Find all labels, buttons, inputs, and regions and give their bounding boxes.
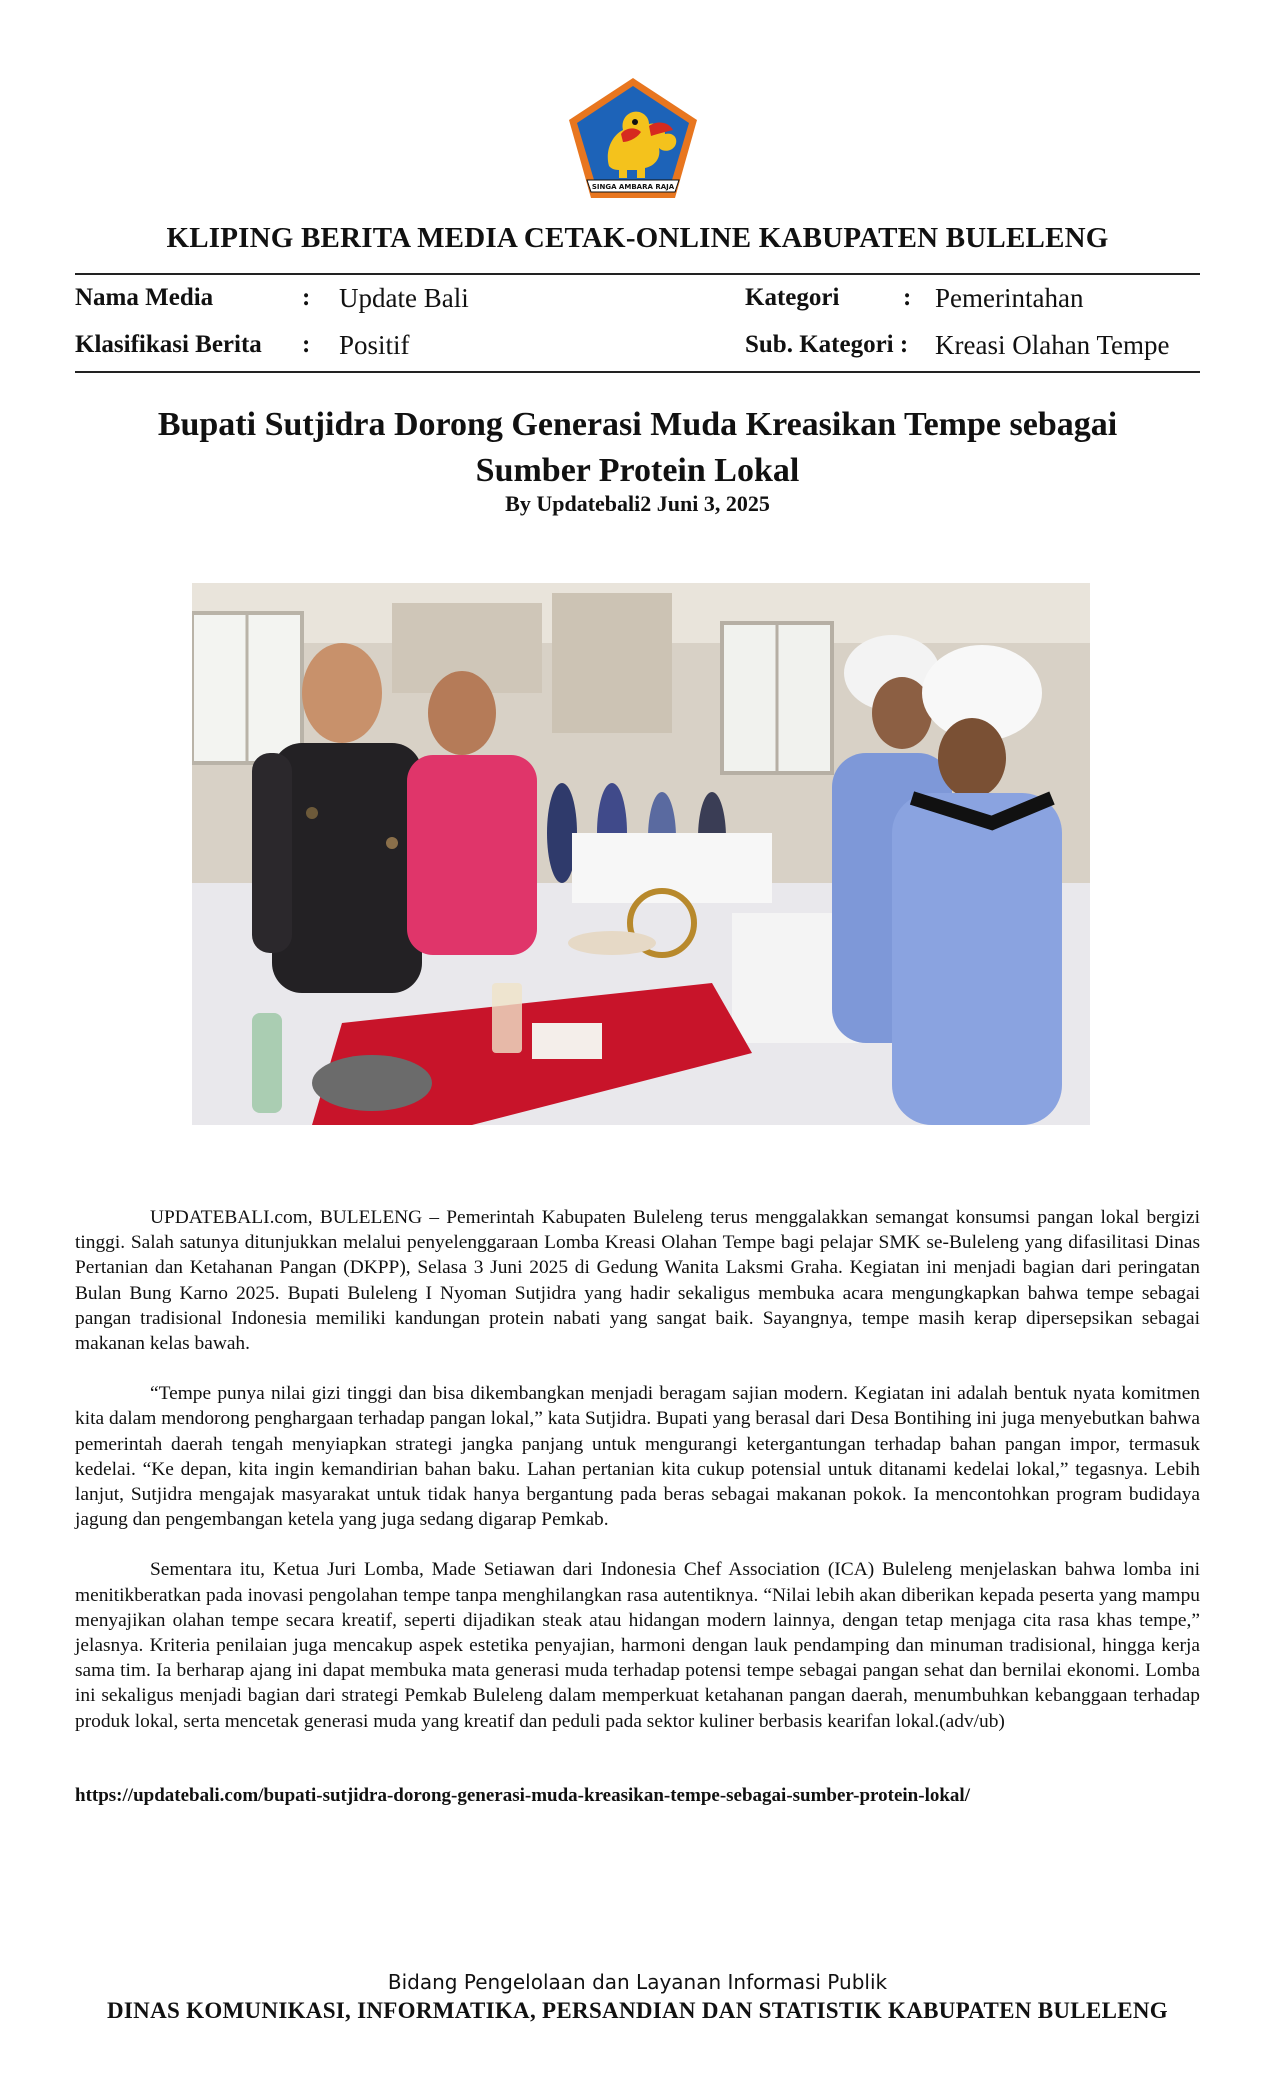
classification-label: Klasifikasi Berita (75, 331, 262, 358)
subcategory-row (745, 331, 1200, 367)
subcategory-label: Sub. Kategori : (745, 331, 909, 358)
footer-subtitle: Bidang Pengelolaan dan Layanan Informasi Publik (387, 1970, 888, 1994)
category-colon: : (903, 284, 912, 311)
article-body (75, 1205, 1200, 1759)
footer-title: DINAS KOMUNIKASI, INFORMATIKA, PERSANDIAN DAN STATISTIK KABUPATEN BULELENG (107, 1998, 1168, 2023)
headline-line-1: Bupati Sutjidra Dorong Generasi Muda Kreasikan Tempe sebagai (157, 406, 1118, 443)
header-rule-top (75, 273, 1200, 275)
subcategory-value: Kreasi Olahan Tempe (935, 330, 1170, 360)
article-byline: By Updatebali2 Juni 3, 2025 (505, 491, 770, 516)
classification-colon: : (302, 331, 311, 358)
logo-caption: SINGA AMBARA RAJA (591, 183, 675, 191)
article-paragraph-2: “Tempe punya nilai gizi tinggi dan bisa dikembangkan menjadi beragam sajian modern. Kegiatan ini adalah bentuk nyata komitmen kita dalam mendorong penghargaan terhadap pangan lokal,” kata Sutjidra. Bupati yang berasal dari Desa Bontihing ini juga menyebutkan bahwa pemerintah daerah tengah menyiapkan strategi jangka panjang untuk mengurangi ketergantungan terhadap bahan pangan impor, termasuk kedelai. “Ke depan, kita ingin kemandirian bahan baku. Lahan pertanian kita cukup potensial untuk ditanami kedelai lokal,” tegasnya. Lebih lanjut, Sutjidra mengajak masyarakat untuk tidak hanya bergantung pada beras sebagai makanan pokok. Ia mencontohkan program budidaya jagung dan pengembangan ketela yang juga sedang digarap Pemkab. (75, 1383, 1200, 1531)
article-headline (75, 402, 1200, 494)
classification-value: Positif (339, 330, 410, 360)
headline-line-2: Sumber Protein Lokal (475, 452, 800, 489)
category-row (745, 284, 1200, 320)
article-paragraph-3: Sementara itu, Ketua Juri Lomba, Made Setiawan dari Indonesia Chef Association (ICA) Buleleng menjelaskan bahwa lomba ini menitikberatkan pada inovasi pengolahan tempe tanpa menghilangkan rasa autentiknya. “Nilai lebih akan diberikan kepada peserta yang mampu menyajikan olahan tempe secara kreatif, seperti dijadikan steak atau hidangan modern lainnya, dengan tetap menjaga cita rasa khas tempe,” jelasnya. Kriteria penilaian juga mencakup aspek estetika penyajian, harmoni dengan lauk pendamping dan minuman tradisional, hingga kerja sama tim. Ia berharap ajang ini dapat membuka mata generasi muda terhadap potensi tempe sebagai pangan sehat dan bernilai ekonomi. Lomba ini sekaligus menjadi bagian dari strategi Pemkab Buleleng dalam memperkuat ketahanan pangan daerah, menumbuhkan kebanggaan terhadap produk lokal, serta mencetak generasi muda yang kreatif dan peduli pada sektor kuliner berbasis kearifan lokal.(adv/ub) (75, 1559, 1200, 1732)
media-label: Nama Media (75, 284, 214, 311)
category-value: Pemerintahan (935, 283, 1084, 313)
media-row (75, 284, 635, 320)
article-photo (192, 583, 1090, 1125)
clipping-title: KLIPING BERITA MEDIA CETAK-ONLINE KABUPATEN BULELENG (166, 222, 1109, 254)
source-url-link[interactable]: https://updatebali.com/bupati-sutjidra-dorong-generasi-muda-kreasikan-tempe-sebagai-sumber-protein-lokal/ (75, 1785, 970, 1806)
media-colon: : (302, 284, 311, 311)
buleleng-crest-logo (565, 74, 701, 204)
category-label: Kategori (745, 284, 840, 311)
media-value: Update Bali (339, 283, 469, 313)
classification-row (75, 331, 635, 367)
article-paragraph-1: UPDATEBALI.com, BULELENG – Pemerintah Kabupaten Buleleng terus menggalakkan semangat konsumsi pangan lokal bergizi tinggi. Salah satunya ditunjukkan melalui penyelenggaraan Lomba Kreasi Olahan Tempe bagi pelajar SMK se-Buleleng yang difasilitasi Dinas Pertanian dan Ketahanan Pangan (DKPP), Selasa 3 Juni 2025 di Gedung Wanita Laksmi Graha. Kegiatan ini menjadi bagian dari peringatan Bulan Bung Karno 2025. Bupati Buleleng I Nyoman Sutjidra yang hadir sekaligus membuka acara mengungkapkan bahwa tempe sebagai pangan tradisional Indonesia memiliki kandungan protein nabati yang sangat baik. Sayangnya, tempe masih kerap dipersepsikan sebagai makanan kelas bawah. (75, 1207, 1200, 1355)
header-rule-bottom (75, 371, 1200, 373)
